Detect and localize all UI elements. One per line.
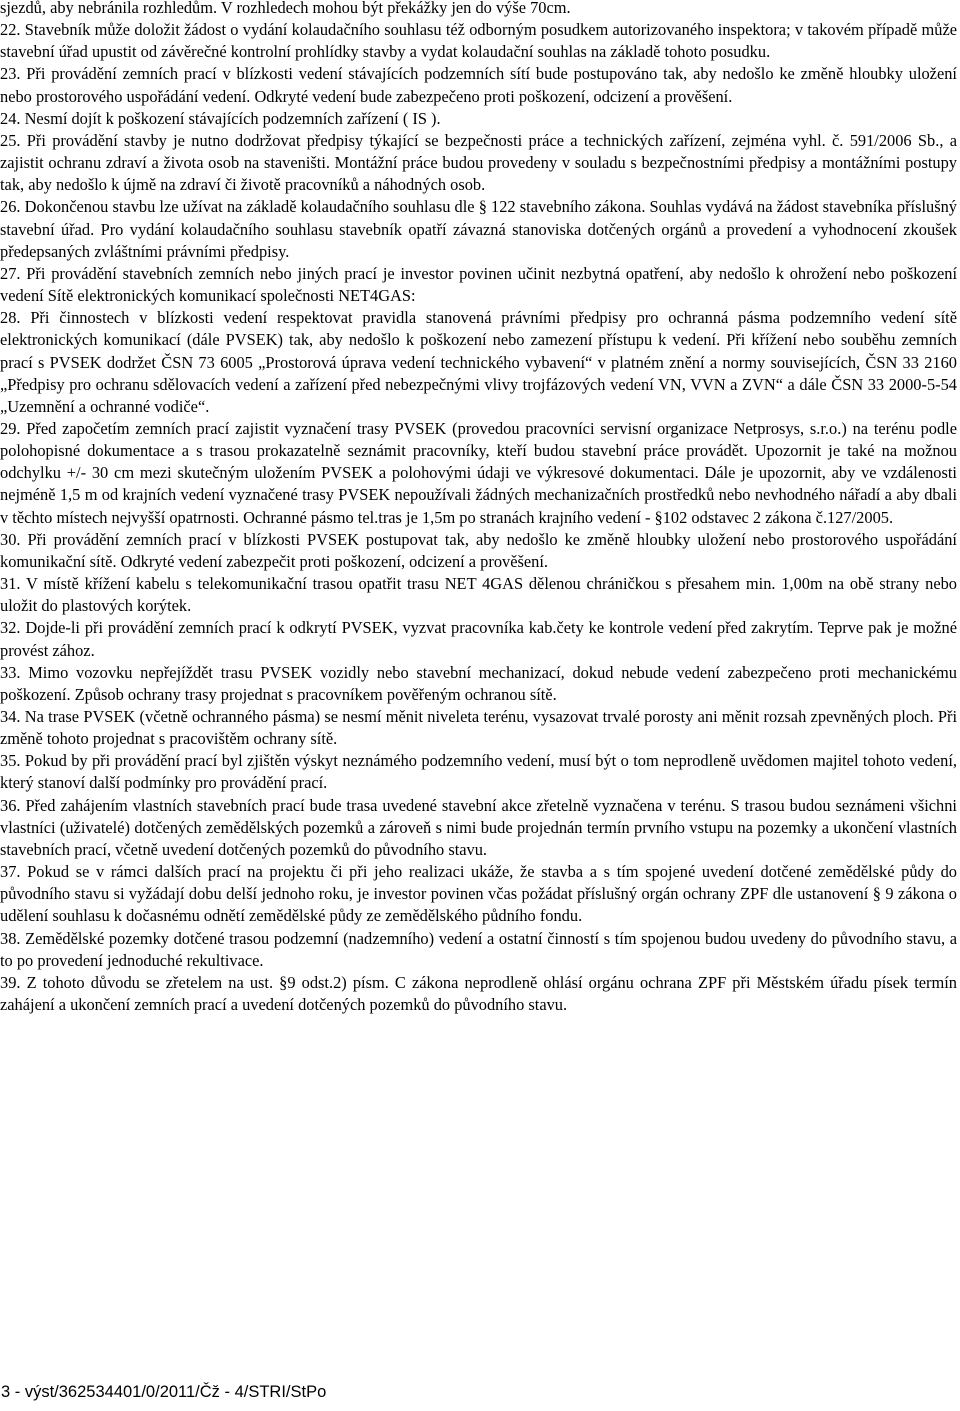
page-footer-reference: 3 - výst/362534401/0/2011/Čž - 4/STRI/StPo — [1, 1383, 327, 1401]
paragraph-35: 35. Pokud by při provádění prací byl zjištěn výskyt neznámého podzemního vedení, musí být o tom neprodleně uvědomen majitel tohoto vedení, který stanoví další podmínky pro provádění prací. — [0, 751, 957, 793]
paragraph-36: 36. Před zahájením vlastních stavebních prací bude trasa uvedené stavební akce zřetelně vyznačena v terénu. S trasou budou seznámeni všichni vlastníci (uživatelé) dotčených zemědělských pozemků a zároveň s nimi bude projednán termín prvního vstupu na pozemky a ukončení vlastních stavebních prací, včetně uvedení dotčených pozemků do původního stavu. — [0, 795, 957, 859]
paragraph-39: 39. Z tohoto důvodu se zřetelem na ust. §9 odst.2) písm. C zákona neprodleně ohlásí orgánu ochrana ZPF při Městském úřadu písek termín zahájení a ukončení zemních prací a uvedení dotčených pozemků do původního stavu. — [0, 972, 957, 1015]
paragraph-30: 30. Při provádění zemních prací v blízkosti PVSEK postupovat tak, aby nedošlo ke změně hloubky uložení nebo prostorového uspořádání komunikační sítě. Odkryté vedení zabezpečit proti poškození, odcizení a prověšení. — [0, 529, 957, 571]
paragraph-26: 26. Dokončenou stavbu lze užívat na základě kolaudačního souhlasu dle § 122 stavebního zákona. Souhlas vydává na žádost stavebníka příslušný stavební úřad. Pro vydání kolaudačního souhlasu stavebník opatří závazná stanoviska dotčených orgánů a provedení a vyhodnocení zkoušek předepsaných zvláštními právními předpisy. — [0, 197, 957, 261]
paragraph-21-continuation: sjezdů, aby nebránila rozhledům. V rozhledech mohou být překážky jen do výše 70cm. — [0, 0, 571, 17]
paragraph-34: 34. Na trase PVSEK (včetně ochranného pásma) se nesmí měnit niveleta terénu, vysazovat trvalé porosty ani měnit rozsah zpevněných ploch. Při změně tohoto projednat s pracovištěm ochrany sítě. — [0, 707, 957, 749]
paragraph-23: 23. Při provádění zemních prací v blízkosti vedení stávajících podzemních sítí bude postupováno tak, aby nedošlo ke změně hloubky uložení nebo prostorového uspořádání vedení. Odkryté vedení bude zabezpečeno proti poškození, odcizení a prověšení. — [0, 64, 957, 106]
paragraph-37: 37. Pokud se v rámci dalších prací na projektu či při jeho realizaci ukáže, že stavba a s tím spojené uvedení dotčené zemědělské půdy do původního stavu si vyžádají dobu delší jednoho roku, je investor povinen včas požádat příslušný orgán ochrany ZPF dle ustanovení § 9 zákona o udělení souhlasu k dočasnému odnětí zemědělské půdy ze zemědělského půdního fondu. — [0, 862, 957, 926]
paragraph-28: 28. Při činnostech v blízkosti vedení respektovat pravidla stanovená právními předpisy pro ochranná pásma podzemního vedení sítě elektronických komunikací (dále PVSEK) tak, aby nedošlo k poškození nebo zamezení přístupu k vedení. Při křížení nebo souběhu zemních prací s PVSEK dodržet ČSN 73 6005 „Prostorová úprava vedení technického vybavení“ v platném znění a normy souvisejících, ČSN 33 2160 „Předpisy pro ochranu sdělovacích vedení a zařízení před nebezpečnými vlivy trojfázových vedení VN, VVN a ZVN“ a dále ČSN 33 2000-5-54 „Uzemnění a ochranné vodiče“. — [0, 308, 957, 416]
paragraph-27: 27. Při provádění stavebních zemních nebo jiných prací je investor povinen učinit nezbytná opatření, aby nedošlo k ohrožení nebo poškození vedení Sítě elektronických komunikací společnosti NET4GAS: — [0, 263, 957, 306]
paragraph-29: 29. Před započetím zemních prací zajistit vyznačení trasy PVSEK (provedou pracovníci servisní organizace Netprosys, s.r.o.) na terénu podle polohopisné dokumentace a s trasou prokazatelně seznámit pracovníky, kteří budou stavební práce provádět. Upozornit je také na možnou odchylku +/- 30 cm mezi skutečným uložením PVSEK a polohovými údaji ve výkresové dokumentaci. Dále je upozornit, aby ve vzdálenosti nejméně 1,5 m od krajních vedení vyznačené trasy PVSEK nepoužívali žádných mechanizačních prostředků nebo nevhodného nářadí a aby dbali v těchto místech nejvyšší opatrnosti. Ochranné pásmo tel.tras je 1,5m po stranách krajního vedení - §102 odstavec 2 zákona č.127/2005. — [0, 418, 957, 527]
paragraph-31: 31. V místě křížení kabelu s telekomunikační trasou opatřit trasu NET 4GAS dělenou chráničkou s přesahem min. 1,00m na obě strany nebo uložit do plastových korýtek. — [0, 574, 957, 616]
paragraph-32: 32. Dojde-li při provádění zemních prací k odkrytí PVSEK, vyzvat pracovníka kab.čety ke kontrole vedení před zakrytím. Teprve pak je možné provést zához. — [0, 618, 957, 660]
paragraph-22: 22. Stavebník může doložit žádost o vydání kolaudačního souhlasu též odborným posudkem autorizovaného inspektora; v takovém případě může stavební úřad upustit od závěrečné kontrolní prohlídky stavby a vydat kolaudační souhlas na základě tohoto posudku. — [0, 20, 957, 62]
paragraph-24: 24. Nesmí dojít k poškození stávajících podzemních zařízení ( IS ). — [0, 108, 441, 128]
paragraph-33: 33. Mimo vozovku nepřejíždět trasu PVSEK vozidly nebo stavební mechanizací, dokud nebude vedení zabezpečeno proti mechanickému poškození. Způsob ochrany trasy projednat s pracovníkem pověřeným ochranou sítě. — [0, 662, 957, 704]
paragraph-25: 25. Při provádění stavby je nutno dodržovat předpisy týkající se bezpečnosti práce a technických zařízení, zejména vyhl. č. 591/2006 Sb., a zajistit ochranu zdraví a života osob na staveništi. Montážní práce budou provedeny v souladu s bezpečnostními předpisy a montážními postupy tak, aby nedošlo k újmě na zdraví či životě pracovníků a náhodných osob. — [0, 130, 957, 195]
paragraph-38: 38. Zemědělské pozemky dotčené trasou podzemní (nadzemního) vedení a ostatní činností s tím spojenou budou uvedeny do původního stavu, a to po provedení jednoduché rekultivace. — [0, 928, 957, 970]
